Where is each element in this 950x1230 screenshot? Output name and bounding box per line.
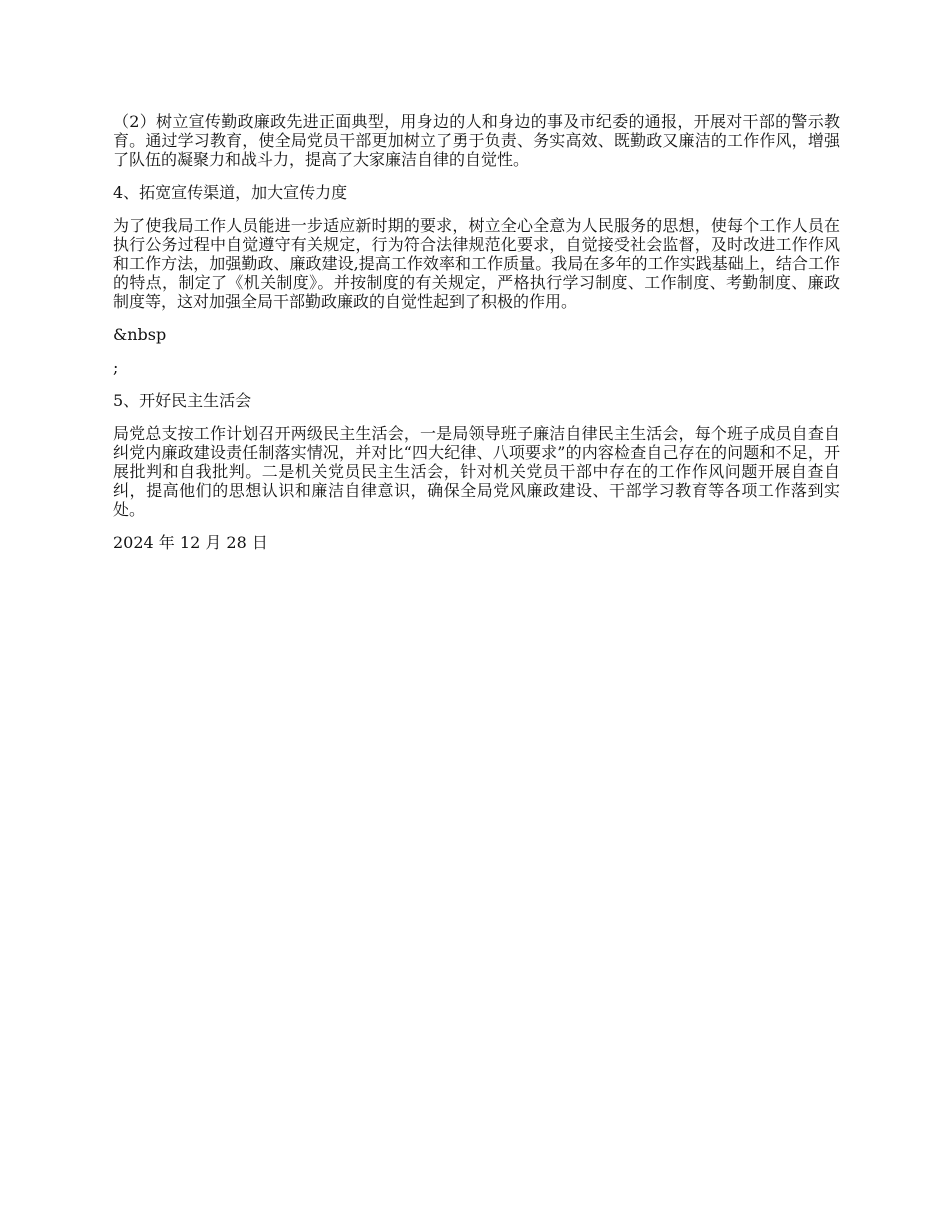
stray-nbsp-text: &nbsp <box>113 325 167 344</box>
stray-semicolon-text: ; <box>113 358 119 377</box>
paragraph-typical-example: （2）树立宣传勤政廉政先进正面典型，用身边的人和身边的事及市纪委的通报，开展对干部的警示教育。通过学习教育，使全局党员干部更加树立了勇于负责、务实高效、既勤政又廉洁的工作作风，增强了队伍的凝聚力和战斗力，提高了大家廉洁自律的自觉性。 <box>113 112 840 169</box>
section-heading-4: 4、拓宽宣传渠道，加大宣传力度 <box>113 183 348 202</box>
document-page <box>113 112 840 566</box>
paragraph-democratic-life: 局党总支按工作计划召开两级民主生活会，一是局领导班子廉洁自律民主生活会，每个班子成员自查自纠党内廉政建设责任制落实情况，并对比“四大纪律、八项要求”的内容检查自己存在的问题和不足，开展批判和自我批判。二是机关党员民主生活会，针对机关党员干部中存在的工作作风问题开展自查自纠，提高他们的思想认识和廉洁自律意识，确保全局党风廉政建设、干部学习教育等各项工作落到实处。 <box>113 424 840 519</box>
paragraph-publicity: 为了使我局工作人员能进一步适应新时期的要求，树立全心全意为人民服务的思想，使每个工作人员在执行公务过程中自觉遵守有关规定，行为符合法律规范化要求，自觉接受社会监督，及时改进工作作风和工作方法，加强勤政、廉政建设,提高工作效率和工作质量。我局在多年的工作实践基础上，结合工作的特点，制定了《机关制度》。并按制度的有关规定，严格执行学习制度、工作制度、考勤制度、廉政制度等，这对加强全局干部勤政廉政的自觉性起到了积极的作用。 <box>113 216 840 311</box>
section-heading-5: 5、开好民主生活会 <box>113 391 252 410</box>
document-date: 2024 年 12 月 28 日 <box>113 533 268 552</box>
